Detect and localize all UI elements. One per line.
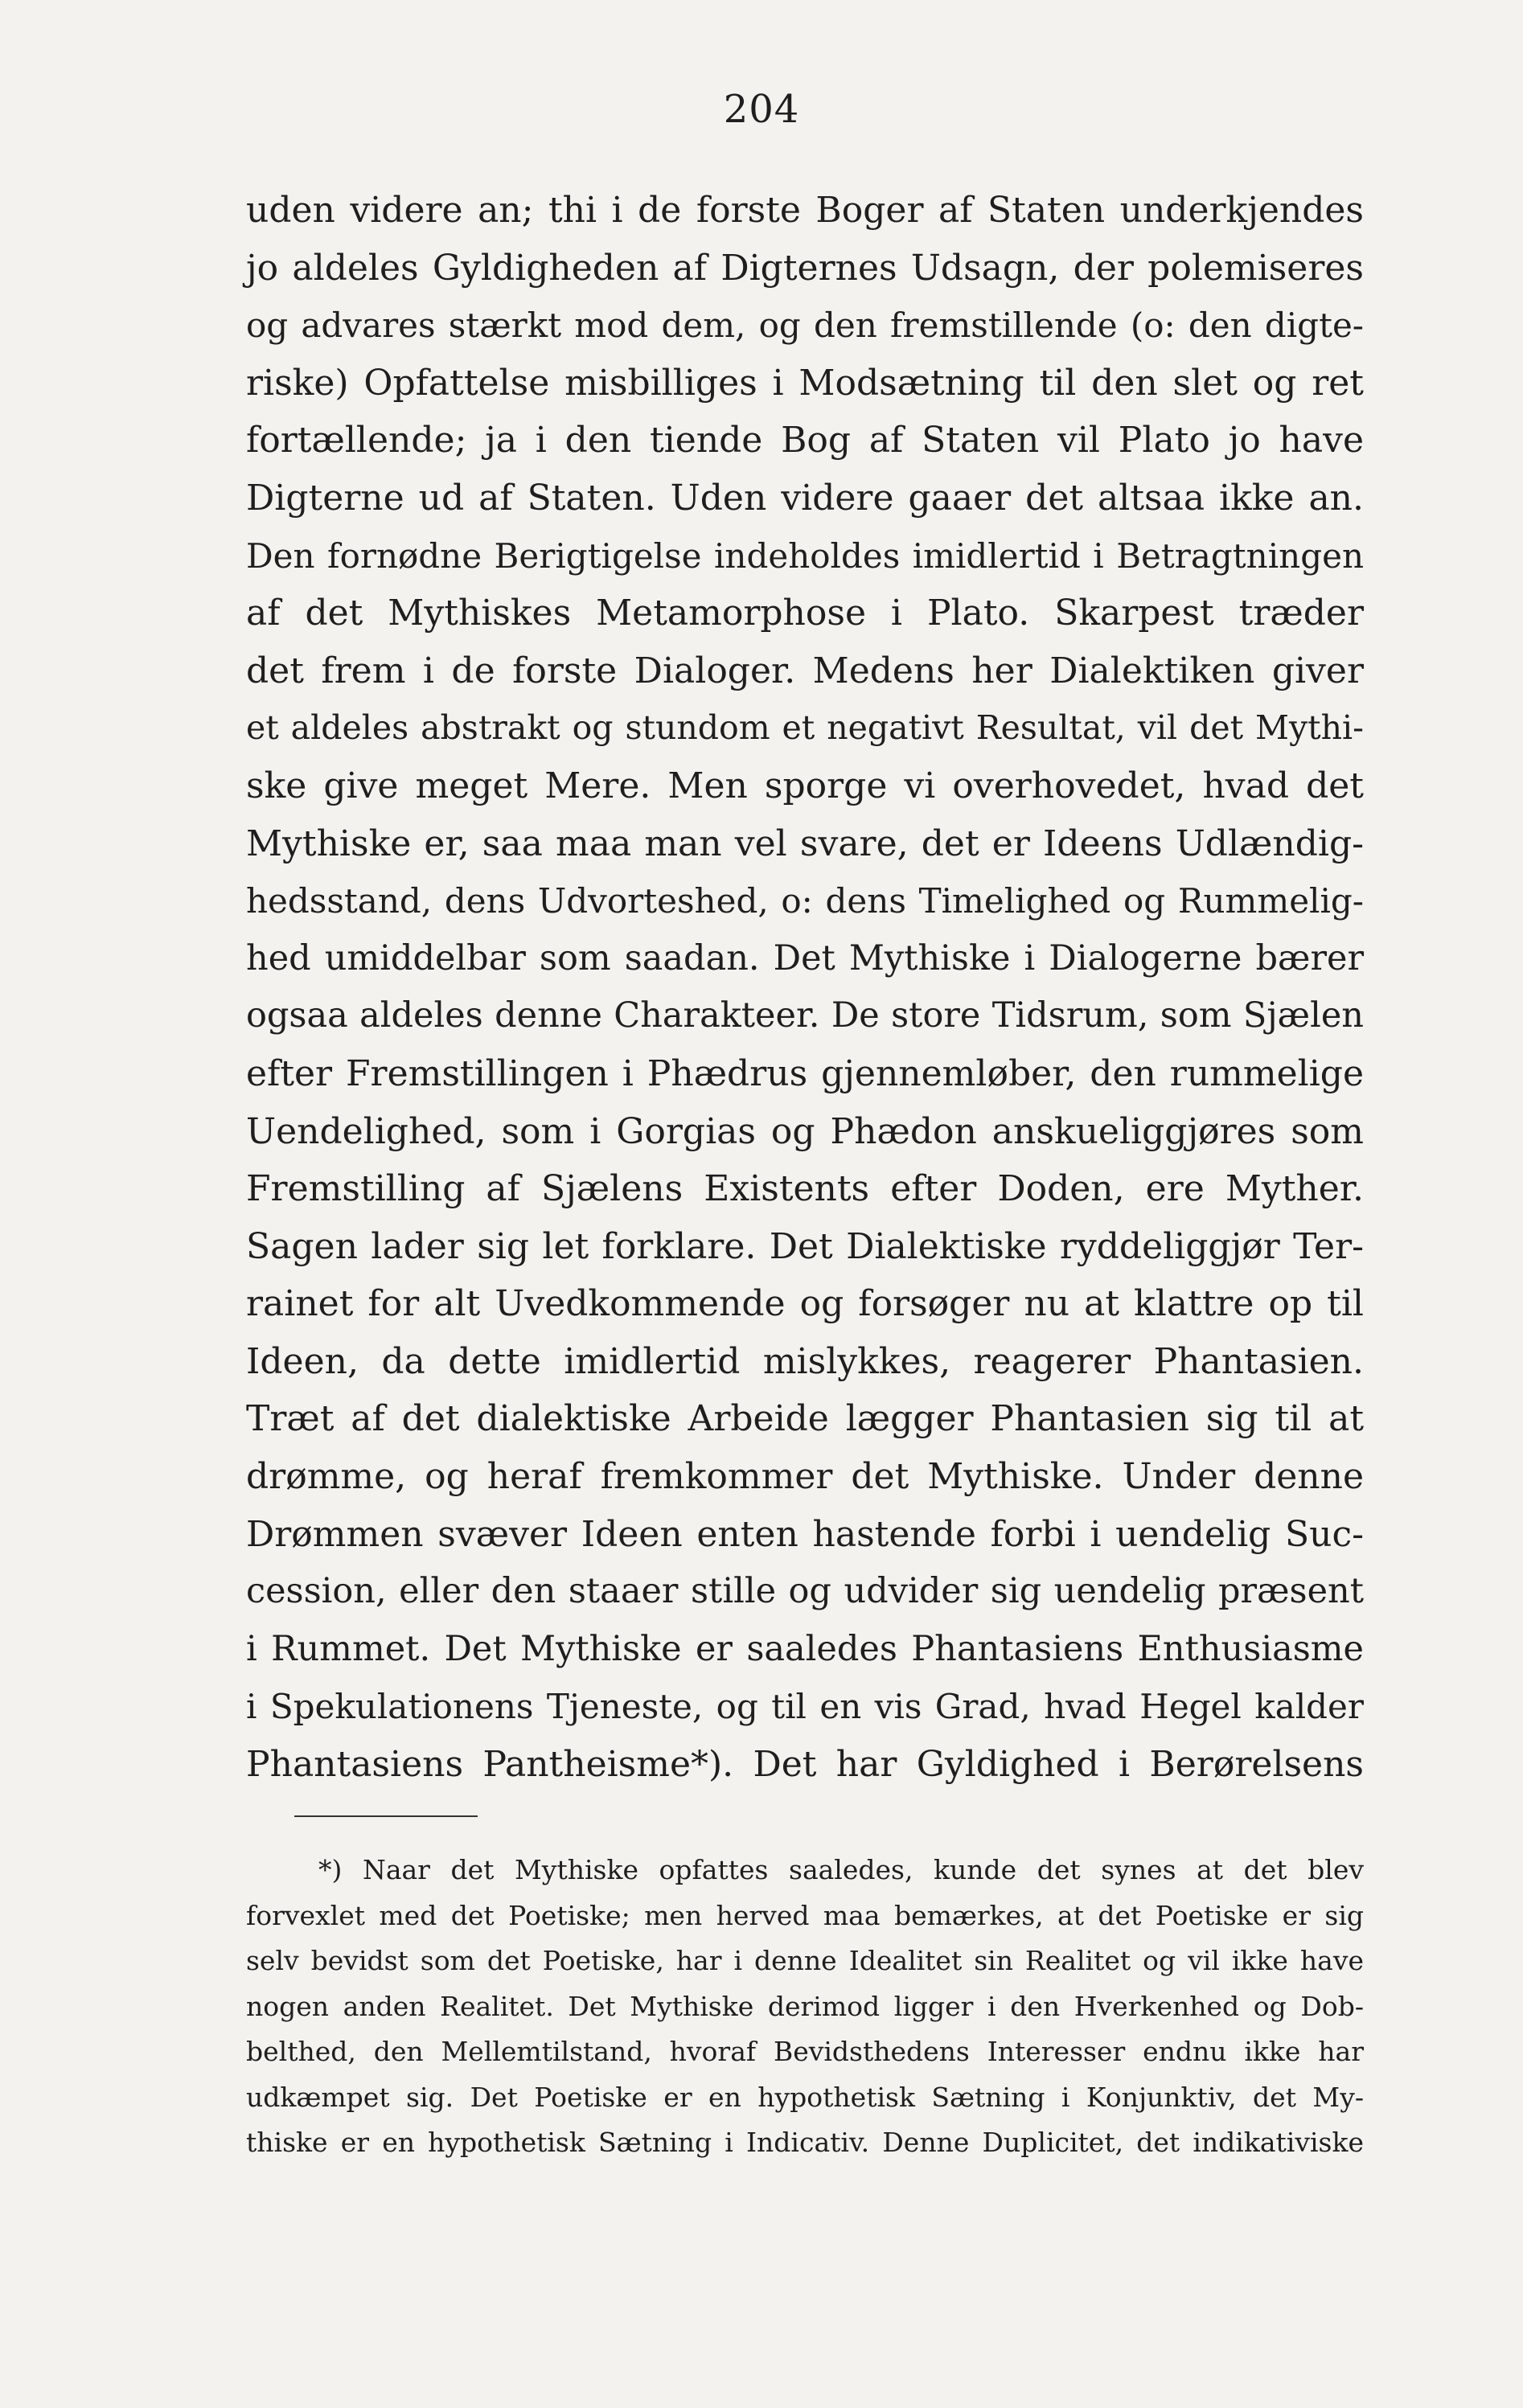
body-line: Digterne ud af Staten. Uden videre gaaer det altsaa ikke an.	[246, 477, 1364, 519]
body-line: Uendelighed, som i Gorgias og Phædon anskueliggjøres som	[246, 1110, 1364, 1152]
body-line: cession, eller den staaer stille og udvider sig uendelig præsent	[246, 1571, 1364, 1612]
body-line: Træt af det dialektiske Arbeide lægger Phantasien sig til at	[246, 1398, 1364, 1440]
footnote-line: thiske er en hypothetisk Sætning i Indicativ. Denne Duplicitet, det indikativiske	[246, 2127, 1364, 2158]
body-line: fortællende; ja i den tiende Bog af Staten vil Plato jo have	[246, 420, 1364, 461]
body-line: et aldeles abstrakt og stundom et negativt Resultat, vil det Mythi-	[246, 708, 1364, 748]
footnote-line: forvexlet med det Poetiske; men herved maa bemærkes, at det Poetiske er sig	[246, 1899, 1364, 1931]
body-line: i Spekulationens Tjeneste, og til en vis Grad, hvad Hegel kalder	[246, 1687, 1364, 1727]
body-line: Drømmen svæver Ideen enten hastende forbi i uendelig Suc-	[246, 1513, 1364, 1555]
footnote-line: belthed, den Mellemtilstand, hvoraf Bevidsthedens Interesser endnu ikke har	[246, 2036, 1364, 2067]
body-line: Fremstilling af Sjælens Existents efter Doden, ere Myther.	[246, 1168, 1364, 1210]
body-line: efter Fremstillingen i Phædrus gjennemløber, den rummelige	[246, 1052, 1364, 1094]
body-line: Mythiske er, saa maa man vel svare, det er Ideens Udlændig-	[246, 822, 1364, 864]
body-line: uden videre an; thi i de forste Boger af Staten underkjendes	[246, 190, 1364, 231]
body-line: hedsstand, dens Udvorteshed, o: dens Timelighed og Rummelig-	[246, 881, 1364, 921]
footnote-divider	[294, 1815, 478, 1817]
body-line: det frem i de forste Dialoger. Medens her Dialektiken giver	[246, 650, 1364, 691]
body-line: ske give meget Mere. Men sporge vi overhovedet, hvad det	[246, 765, 1364, 806]
footnote-line: nogen anden Realitet. Det Mythiske derimod ligger i den Hverkenhed og Dob-	[246, 1990, 1364, 2022]
page-number: 204	[723, 87, 800, 132]
body-line: ogsaa aldeles denne Charakteer. De store Tidsrum, som Sjælen	[246, 995, 1364, 1036]
body-line: hed umiddelbar som saadan. Det Mythiske i Dialogerne bærer	[246, 937, 1364, 978]
body-line: riske) Opfattelse misbilliges i Modsætning til den slet og ret	[246, 362, 1364, 404]
body-line: jo aldeles Gyldigheden af Digternes Udsagn, der polemiseres	[246, 247, 1364, 289]
body-line: Ideen, da dette imidlertid mislykkes, reagerer Phantasien.	[246, 1340, 1364, 1382]
footnote-line: udkæmpet sig. Det Poetiske er en hypothetisk Sætning i Konjunktiv, det My-	[246, 2081, 1364, 2113]
body-line: rainet for alt Uvedkommende og forsøger nu at klattre op til	[246, 1283, 1364, 1325]
body-line: drømme, og heraf fremkommer det Mythiske. Under denne	[246, 1456, 1364, 1498]
body-line: og advares stærkt mod dem, og den fremstillende (o: den digte-	[246, 306, 1364, 346]
body-line: af det Mythiskes Metamorphose i Plato. Skarpest træder	[246, 593, 1364, 634]
footnote-line: selv bevidst som det Poetiske, har i denne Idealitet sin Realitet og vil ikke have	[246, 1945, 1364, 1976]
body-text	[246, 182, 1364, 1794]
body-line: Phantasiens Pantheisme*). Det har Gyldighed i Berørelsens	[246, 1744, 1364, 1786]
body-line: Sagen lader sig let forklare. Det Dialektiske ryddeliggjør Ter-	[246, 1225, 1364, 1267]
footnote-line: *) Naar det Mythiske opfattes saaledes, kunde det synes at det blev	[318, 1854, 1364, 1885]
body-line: i Rummet. Det Mythiske er saaledes Phantasiens Enthusiasme	[246, 1628, 1364, 1669]
body-line: Den fornødne Berigtigelse indeholdes imidlertid i Betragtningen	[246, 535, 1364, 576]
footnote	[246, 1848, 1364, 2166]
